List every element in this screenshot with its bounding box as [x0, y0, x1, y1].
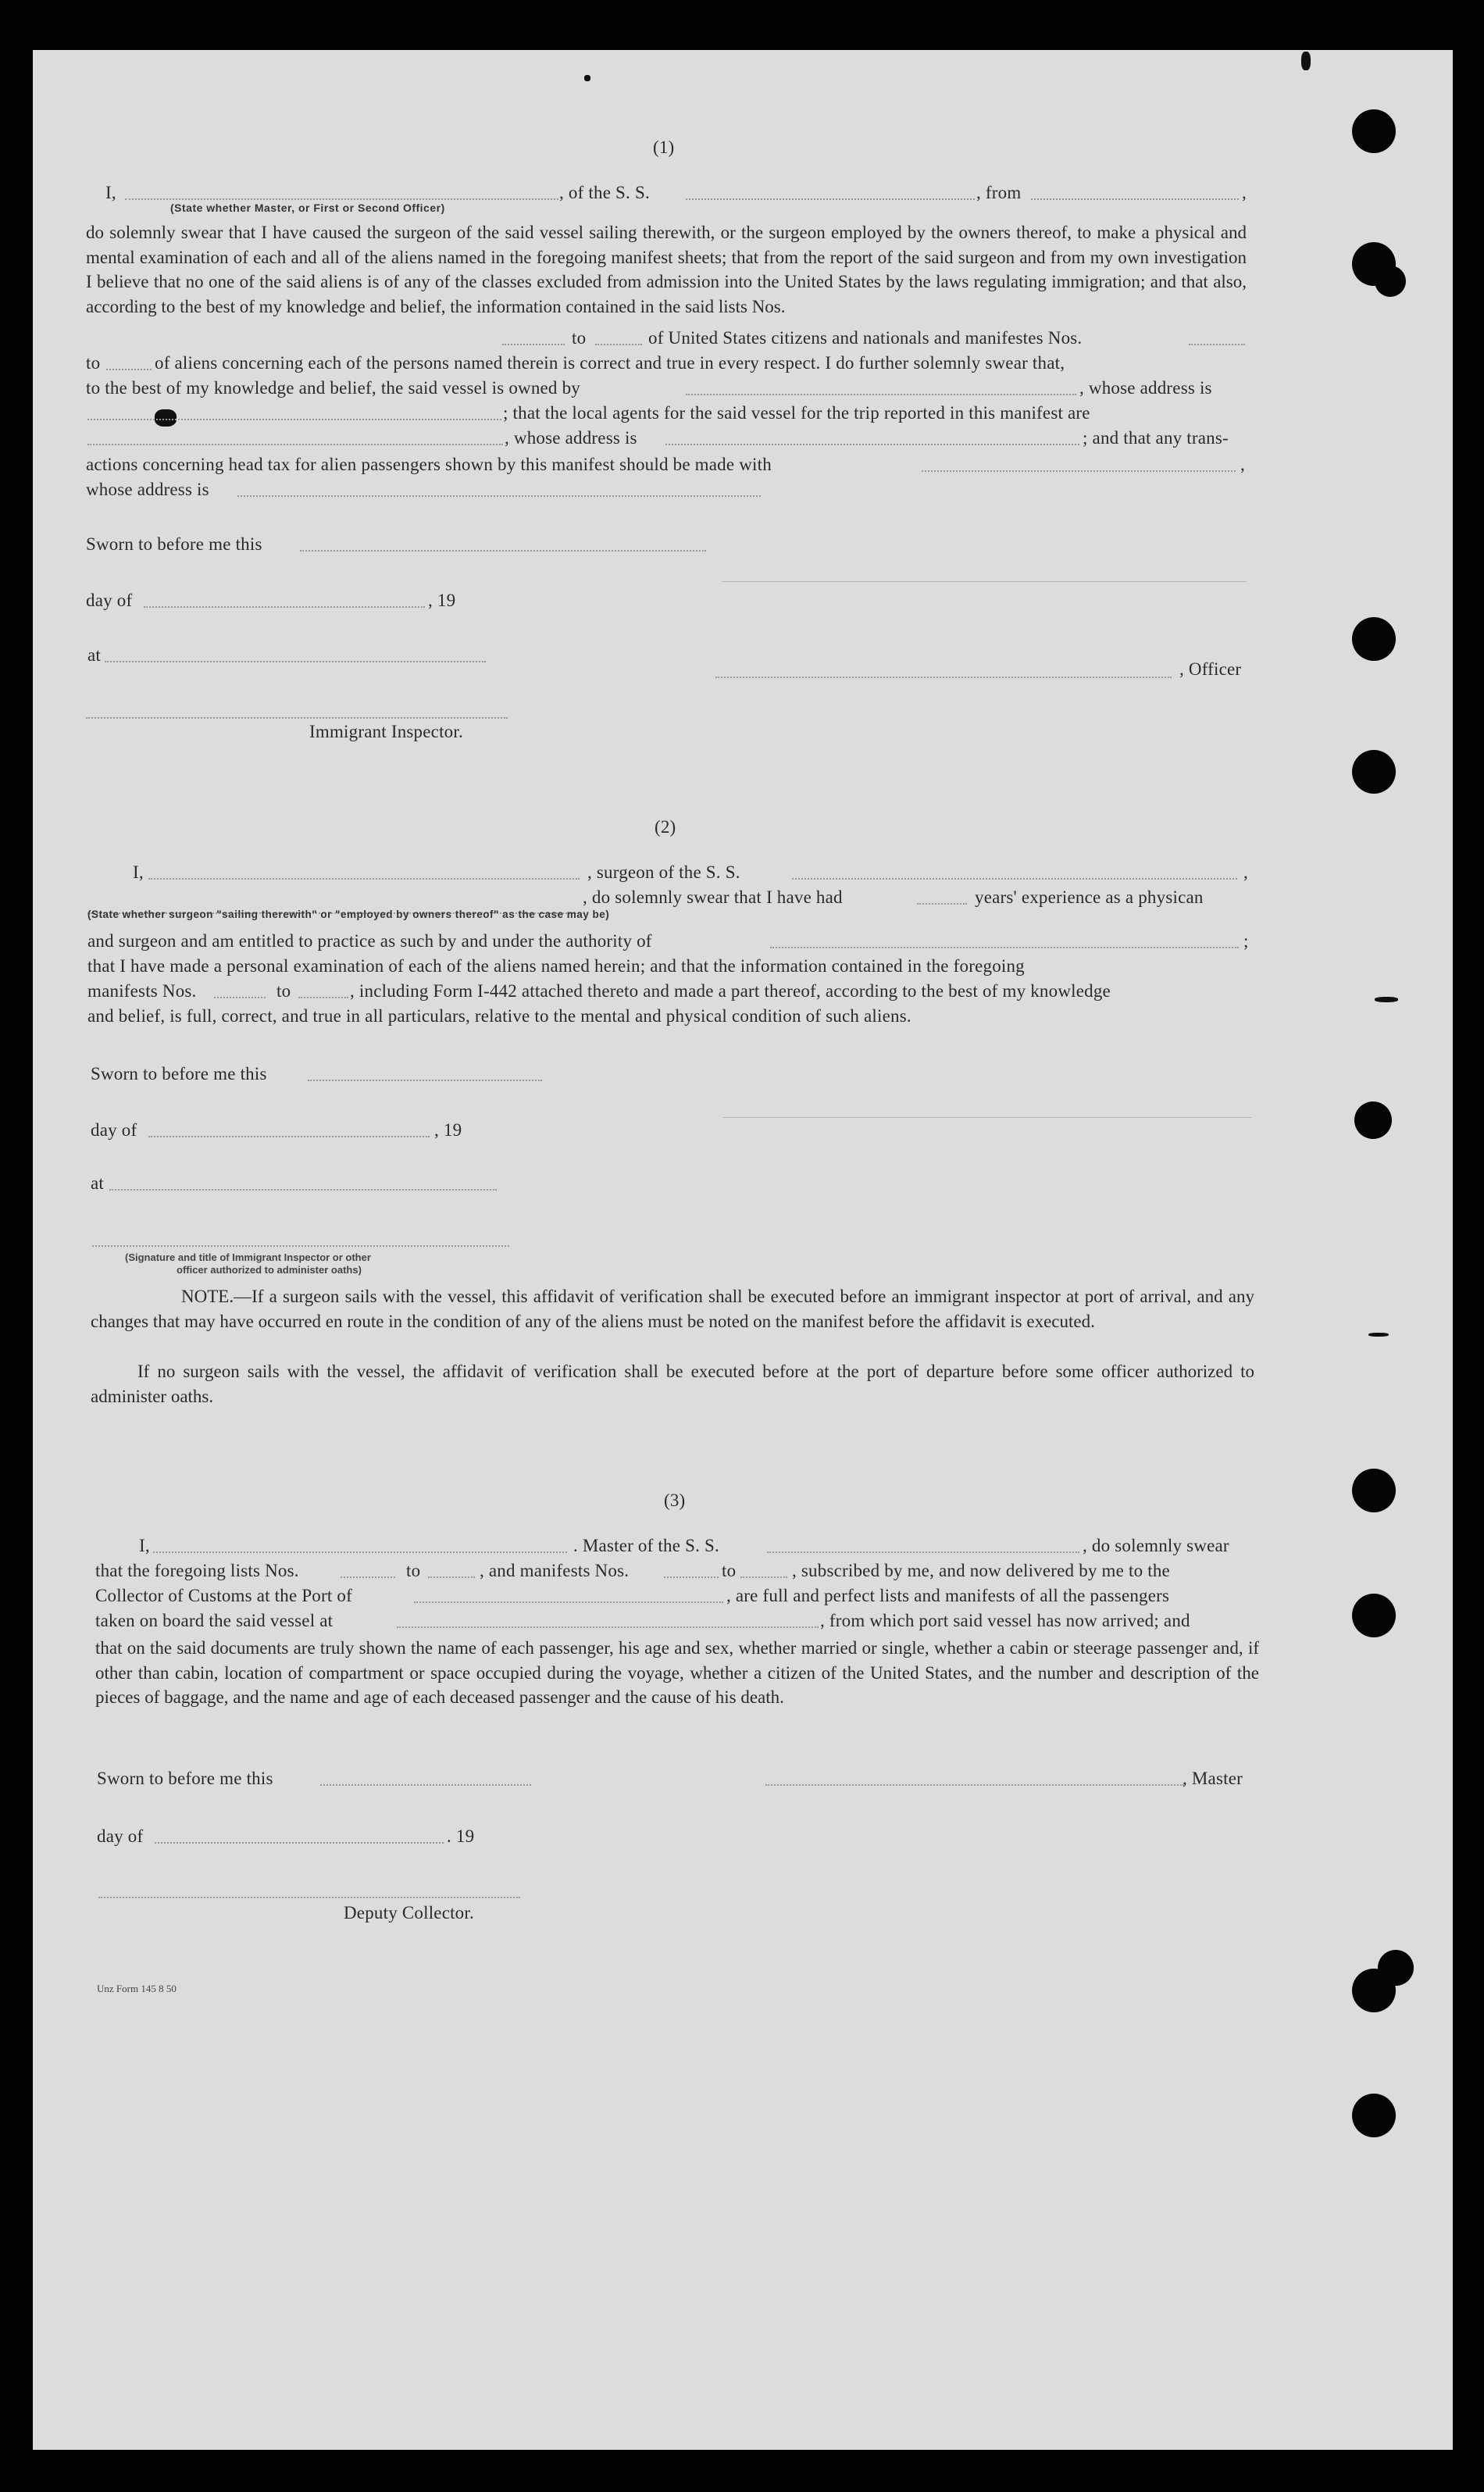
departure-port-field[interactable]	[1031, 198, 1239, 200]
ink-mark	[1375, 997, 1398, 1002]
head-tax-agent-field[interactable]	[922, 470, 1236, 472]
section-2-line-4: that I have made a personal examination of each of the aliens named herein; and that the information contained in the foregoing	[87, 956, 1025, 976]
section-1-line-2: of aliens concerning each of the persons named therein is correct and true in every respect. I do further solemnly swear that,	[155, 353, 1065, 373]
section-3-line-4-end: , from which port said vessel has now arrived; and	[820, 1611, 1190, 1630]
section-3-paragraph: that on the said documents are truly shown the name of each passenger, his age and sex, whether married or single, whether a cabin or steerage passenger and, if other than cabin, location of compartment or space occupied during the voyage, whether a citizen of the United States, and the number and description of the pieces of baggage, and the name and age of each deceased passenger and the cause of his death.	[95, 1638, 1259, 1707]
punch-hole	[1378, 1950, 1414, 1986]
whose-address-label: , whose address is	[1079, 378, 1212, 398]
sworn-date-field-1[interactable]	[300, 550, 706, 552]
years-experience-label: years' experience as a physican	[975, 887, 1204, 907]
master-manifests-to-field[interactable]	[740, 1576, 787, 1578]
surgeon-note: (State whether surgeon "sailing therewith" or "employed by owners thereof" as the case may be)	[87, 909, 610, 920]
section-2-line-5: , including Form I-442 attached thereto and made a part thereof, according to the best of my knowledge	[350, 981, 1111, 1001]
section-1-line-6: actions concerning head tax for alien passengers shown by this manifest should be made with	[86, 455, 772, 474]
section-2-line-1-end: ,	[1243, 862, 1248, 882]
section-3-to-1: to	[406, 1561, 421, 1580]
master-lists-from-field[interactable]	[341, 1576, 395, 1578]
ink-mark	[1368, 1333, 1389, 1337]
master-of-ss-label: . Master of the S. S.	[573, 1536, 719, 1555]
day-of-1: day of	[86, 591, 133, 610]
surgeon-manifests-to-field[interactable]	[298, 997, 348, 998]
sworn-2: Sworn to before me this	[91, 1064, 267, 1084]
section-1-number: (1)	[653, 137, 675, 157]
officer-rank-field[interactable]	[125, 198, 558, 200]
immigrant-inspector-label: Immigrant Inspector.	[309, 722, 463, 741]
surgeon-name-field[interactable]	[148, 878, 580, 880]
deputy-signature-field[interactable]	[98, 1897, 520, 1898]
surgeon-of-ss-label: , surgeon of the S. S.	[587, 862, 740, 882]
section-3-lists-label: that the foregoing lists Nos.	[95, 1561, 299, 1580]
section-1-paragraph: do solemnly swear that I have caused the surgeon of the said vessel sailing therewith, or the surgeon employed by the owners thereof, to make a physical and mental examination of each and all of the aliens named in the foregoing manifest sheets; that from the report of the said surgeon and from my own investigation I believe that no one of the said aliens is of any of the classes excluded from admission into the United States by the laws regulating immigration; and that also, according to the best of my knowledge and belief, the information contained in the said lists Nos.	[86, 223, 1247, 316]
officer-label: , Officer	[1179, 659, 1242, 679]
sworn-date-field-2[interactable]	[308, 1080, 542, 1081]
section-3-to-2: to	[722, 1561, 737, 1580]
taken-on-board-label: taken on board the said vessel at	[95, 1611, 334, 1630]
section-3-manifests-label: , and manifests Nos.	[480, 1561, 630, 1580]
surgeon-signature-line[interactable]	[723, 1117, 1251, 1118]
agents-address-label: , whose address is	[505, 428, 637, 448]
master-signature-field[interactable]	[765, 1784, 1184, 1786]
authority-field[interactable]	[770, 947, 1239, 948]
signature-note-2: officer authorized to administer oaths)	[177, 1264, 362, 1276]
section-3-i: I,	[139, 1536, 150, 1555]
form-number: Unz Form 145 8 50	[97, 1983, 177, 1994]
manifests-nos-label: manifests Nos.	[87, 981, 197, 1001]
day-of-2: day of	[91, 1120, 137, 1140]
section-2-line-2: , do solemnly swear that I have had	[583, 887, 843, 907]
year-2: , 19	[434, 1120, 462, 1140]
punch-hole	[1352, 109, 1396, 153]
to-label: to	[572, 328, 587, 348]
sworn-1: Sworn to before me this	[86, 534, 262, 554]
master-name-field[interactable]	[153, 1551, 567, 1553]
section-2-i: I,	[133, 862, 144, 882]
from-label: , from	[976, 183, 1022, 202]
ink-mark	[1301, 52, 1311, 70]
at-1: at	[87, 645, 101, 665]
day-of-field-1[interactable]	[144, 606, 425, 608]
deputy-collector-label: Deputy Collector.	[344, 1903, 474, 1923]
line-6-end: ,	[1240, 455, 1245, 474]
sworn-date-field-3[interactable]	[320, 1784, 531, 1786]
at-2: at	[91, 1173, 104, 1193]
signature-line-1[interactable]	[722, 581, 1247, 582]
year-1: , 19	[428, 591, 456, 610]
inspector-signature-field-2[interactable]	[92, 1245, 509, 1247]
section-2-line-3-end: ;	[1243, 931, 1249, 951]
section-3-line-1-end: , do solemnly swear	[1083, 1536, 1229, 1555]
transactions-label: ; and that any trans-	[1083, 428, 1229, 448]
signature-note-1: (Signature and title of Immigrant Inspector or other	[125, 1251, 371, 1263]
surgeon-to-label: to	[276, 981, 291, 1001]
punch-hole	[1352, 617, 1396, 661]
master-manifests-from-field[interactable]	[664, 1576, 719, 1578]
section-1-line-3: to the best of my knowledge and belief, the said vessel is owned by	[86, 378, 580, 398]
note-no-surgeon: If no surgeon sails with the vessel, the affidavit of verification shall be executed before at the port of departure before some officer authorized to administer oaths.	[91, 1362, 1254, 1406]
to-label-2: to	[86, 353, 101, 373]
lists-from-field[interactable]	[502, 344, 565, 345]
collector-label: Collector of Customs at the Port of	[95, 1586, 352, 1605]
master-vessel-field[interactable]	[767, 1551, 1079, 1553]
year-3: . 19	[447, 1826, 475, 1846]
section-1-i: I,	[105, 183, 116, 202]
section-3-line-2-end: , subscribed by me, and now delivered by me to the	[792, 1561, 1170, 1580]
surgeon-vessel-field[interactable]	[792, 878, 1237, 880]
surgeon-manifests-from-field[interactable]	[214, 997, 266, 998]
master-label: , Master	[1183, 1769, 1243, 1788]
punch-hole	[1354, 1101, 1392, 1139]
day-of-field-2[interactable]	[148, 1136, 430, 1137]
master-note: (State whether Master, or First or Second Officer)	[170, 202, 445, 214]
sworn-3: Sworn to before me this	[97, 1769, 273, 1788]
line-end-comma: ,	[1242, 183, 1247, 202]
agents-address-field[interactable]	[665, 444, 1079, 445]
section-1-line-7: whose address is	[86, 480, 209, 499]
section-3-line-3-end: , are full and perfect lists and manifests of all the passengers	[726, 1586, 1170, 1605]
officer-signature-field[interactable]	[715, 677, 1172, 678]
at-field-1[interactable]	[105, 661, 486, 662]
ink-mark	[584, 75, 590, 81]
inspector-signature-field-1[interactable]	[86, 717, 508, 719]
years-experience-field[interactable]	[917, 903, 967, 905]
agents-field[interactable]	[87, 444, 503, 445]
vessel-name-field[interactable]	[686, 198, 975, 200]
customs-port-field[interactable]	[414, 1601, 723, 1603]
punch-hole	[1352, 1469, 1396, 1512]
owner-address-field[interactable]	[87, 419, 501, 420]
owner-field[interactable]	[686, 394, 1076, 395]
lists-to-field[interactable]	[595, 344, 642, 345]
punch-hole	[1352, 2094, 1396, 2137]
ink-mark	[155, 409, 177, 427]
punch-hole	[1375, 266, 1406, 297]
section-2-line-3: and surgeon and am entitled to practice as such by and under the authority of	[87, 931, 652, 951]
of-the-ss-label: , of the S. S.	[559, 183, 650, 202]
section-2-line-6: and belief, is full, correct, and true in all particulars, relative to the mental and physical condition of such aliens.	[87, 1006, 911, 1026]
note-surgeon-sails: NOTE.—If a surgeon sails with the vessel, this affidavit of verification shall be executed before an immigrant inspector at port of arrival, and any changes that may have occurred en route in the condition of any of the aliens must be noted on the manifest before the affidavit is executed.	[91, 1287, 1254, 1331]
manifests-to-field[interactable]	[106, 369, 152, 370]
punch-hole	[1352, 750, 1396, 794]
head-tax-address-field[interactable]	[237, 495, 761, 497]
section-3-number: (3)	[664, 1491, 686, 1510]
embarkation-port-field[interactable]	[397, 1626, 819, 1628]
citizens-label: of United States citizens and nationals and manifestes Nos.	[648, 328, 1083, 348]
punch-hole	[1352, 1594, 1396, 1637]
section-1-line-4: ; that the local agents for the said vessel for the trip reported in this manifest are	[503, 403, 1090, 423]
section-2-number: (2)	[655, 817, 676, 837]
manifests-from-field[interactable]	[1189, 344, 1245, 345]
day-of-3: day of	[97, 1826, 144, 1846]
master-lists-to-field[interactable]	[428, 1576, 475, 1578]
at-field-2[interactable]	[109, 1189, 497, 1191]
day-of-field-3[interactable]	[155, 1842, 444, 1844]
